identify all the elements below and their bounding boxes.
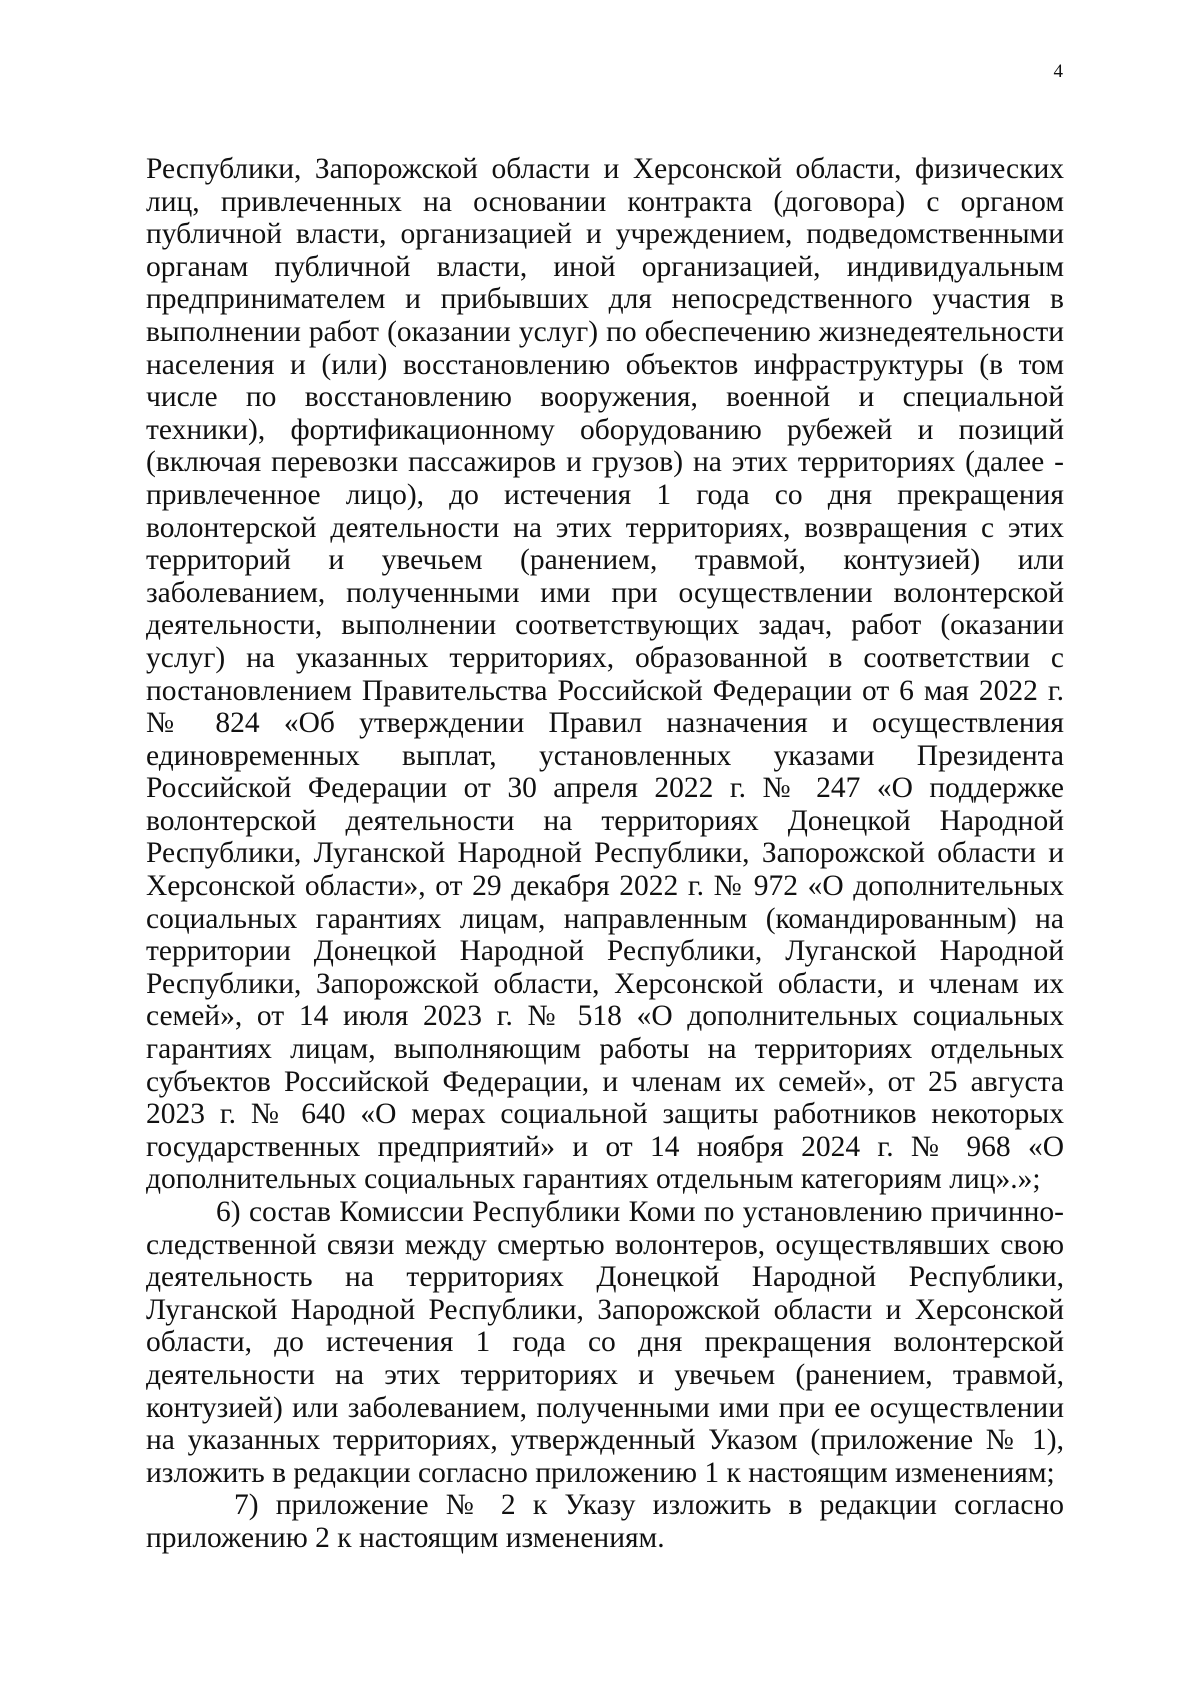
paragraph-continuation: Республики, Запорожской области и Херсонской области, физических лиц, привлеченных на основании контракта (договора) с органом публичной власти, организацией и учреждением, подведомственными органам публичной власти, иной организацией, индивидуальным предпринимателем и прибывших для непосредственного участия в выполнении работ (оказании услуг) по обеспечению жизнедеятельности населения и (или) восстановлению объектов инфраструктуры (в том числе по восстановлению вооружения, военной и специальной техники), фортификационному оборудованию рубежей и позиций (включая перевозки пассажиров и грузов) на этих территориях (далее - привлеченное лицо), до истечения 1 года со дня прекращения волонтерской деятельности на этих территориях, возвращения с этих территорий и увечьем (ранением, травмой, контузией) или заболеванием, полученными ими при осуществлении волонтерской деятельности, выполнении соответствующих задач, работ (оказании услуг) на указанных территориях, образованной в соответствии с постановлением Правительства Российской Федерации от 6 мая 2022 г. № 824 «Об утверждении Правил назначения и осуществления единовременных выплат, установленных указами Президента Российской Федерации от 30 апреля 2022 г. № 247 «О поддержке волонтерской деятельности на территориях Донецкой Народной Республики, Луганской Народной Республики, Запорожской области и Херсонской области», от 29 декабря 2022 г. № 972 «О дополнительных социальных гарантиях лицам, направленным (командированным) на территории Донецкой Народной Республики, Луганской Народной Республики, Запорожской области, Херсонской области, и членам их семей», от 14 июля 2023 г. № 518 «О дополнительных социальных гарантиях лицам, выполняющим работы на территориях отдельных субъектов Российской Федерации, и членам их семей», от 25 августа 2023 г. № 640 «О мерах социальной защиты работников некоторых государственных предприятий» и от 14 ноября 2024 г. № 968 «О дополнительных социальных гарантиях отдельным категориям лиц».»; bbox=[146, 153, 1064, 1196]
page-number: 4 bbox=[1053, 61, 1063, 82]
paragraph-item-7: 7) приложение № 2 к Указу изложить в редакции согласно приложению 2 к настоящим изменениям. bbox=[146, 1489, 1064, 1554]
document-body bbox=[146, 153, 1064, 1555]
paragraph-item-6: 6) состав Комиссии Республики Коми по установлению причинно-следственной связи между смертью волонтеров, осуществлявших свою деятельность на территориях Донецкой Народной Республики, Луганской Народной Республики, Запорожской области и Херсонской области, до истечения 1 года со дня прекращения волонтерской деятельности на этих территориях и увечьем (ранением, травмой, контузией) или заболеванием, полученными ими при ее осуществлении на указанных территориях, утвержденный Указом (приложение № 1), изложить в редакции согласно приложению 1 к настоящим изменениям; bbox=[146, 1196, 1064, 1489]
